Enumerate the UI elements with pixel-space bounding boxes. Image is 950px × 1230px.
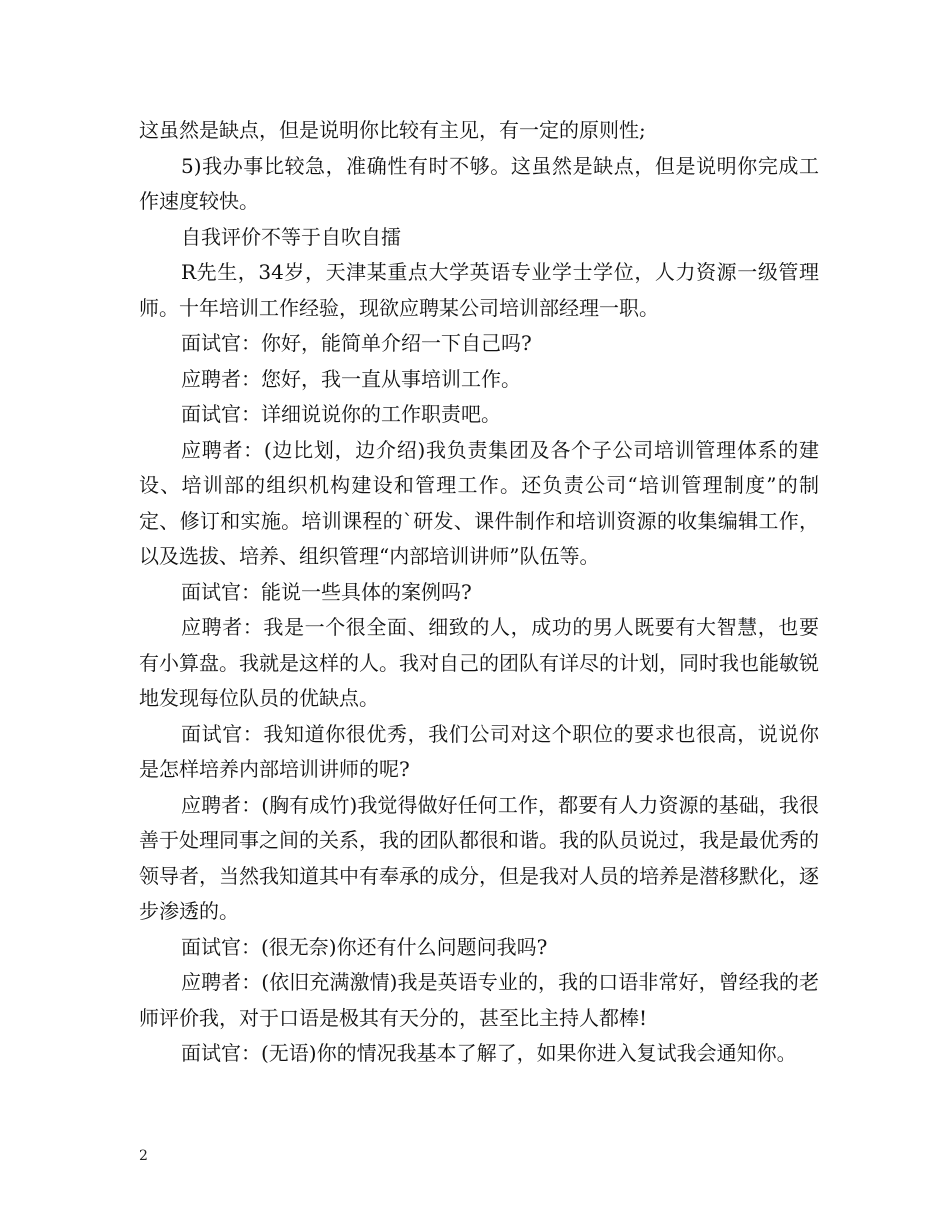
dialogue-line: 应聘者：我是一个很全面、细致的人，成功的男人既要有大智慧，也要有小算盘。我就是这样的人。我对自己的团队有详尽的计划，同时我也能敏锐地发现每位队员的优缺点。 xyxy=(139,615,819,710)
dialogue-line: 应聘者：(胸有成竹)我觉得做好任何工作，都要有人力资源的基础，我很善于处理同事之间的关系，我的团队都很和谐。我的队员说过，我是最优秀的领导者，当然我知道其中有奉承的成分，但是我对人员的培养是潜移默化，逐步渗透的。 xyxy=(139,792,819,923)
document-body xyxy=(139,113,819,1072)
dialogue-line: 应聘者：(边比划，边介绍)我负责集团及各个子公司培训管理体系的建设、培训部的组织机构建设和管理工作。还负责公司“培训管理制度”的制定、修订和实施。培训课程的`研发、课件制作和培训资源的收集编辑工作，以及选拔、培养、组织管理“内部培训讲师”队伍等。 xyxy=(139,437,819,568)
dialogue-line: 面试官：(无语)你的情况我基本了解了，如果你进入复试我会通知你。 xyxy=(181,1041,797,1065)
dialogue-line: 面试官：(很无奈)你还有什么问题问我吗? xyxy=(181,934,548,959)
dialogue-line: 面试官：你好，能简单介绍一下自己吗? xyxy=(181,331,532,355)
paragraph: R先生，34岁，天津某重点大学英语专业学士学位，人力资源一级管理师。十年培训工作经验，现欲应聘某公司培训部经理一职。 xyxy=(139,260,819,320)
dialogue-line: 面试官：我知道你很优秀，我们公司对这个职位的要求也很高，说说你是怎样培养内部培训讲师的呢? xyxy=(139,721,819,781)
paragraph: 5)我办事比较急，准确性有时不够。这虽然是缺点，但是说明你完成工作速度较快。 xyxy=(139,153,819,213)
dialogue-line: 面试官：能说一些具体的案例吗? xyxy=(181,579,472,604)
section-heading: 自我评价不等于自吹自擂 xyxy=(181,224,401,249)
page-number: 2 xyxy=(139,1148,148,1164)
dialogue-line: 应聘者：(依旧充满激情)我是英语专业的，我的口语非常好，曾经我的老师评价我，对于口语是极其有天分的，甚至比主持人都棒! xyxy=(139,970,819,1030)
paragraph: 这虽然是缺点，但是说明你比较有主见，有一定的原则性; xyxy=(139,118,646,142)
dialogue-line: 面试官：详细说说你的工作职责吧。 xyxy=(181,402,501,426)
dialogue-line: 应聘者：您好，我一直从事培训工作。 xyxy=(181,366,521,391)
